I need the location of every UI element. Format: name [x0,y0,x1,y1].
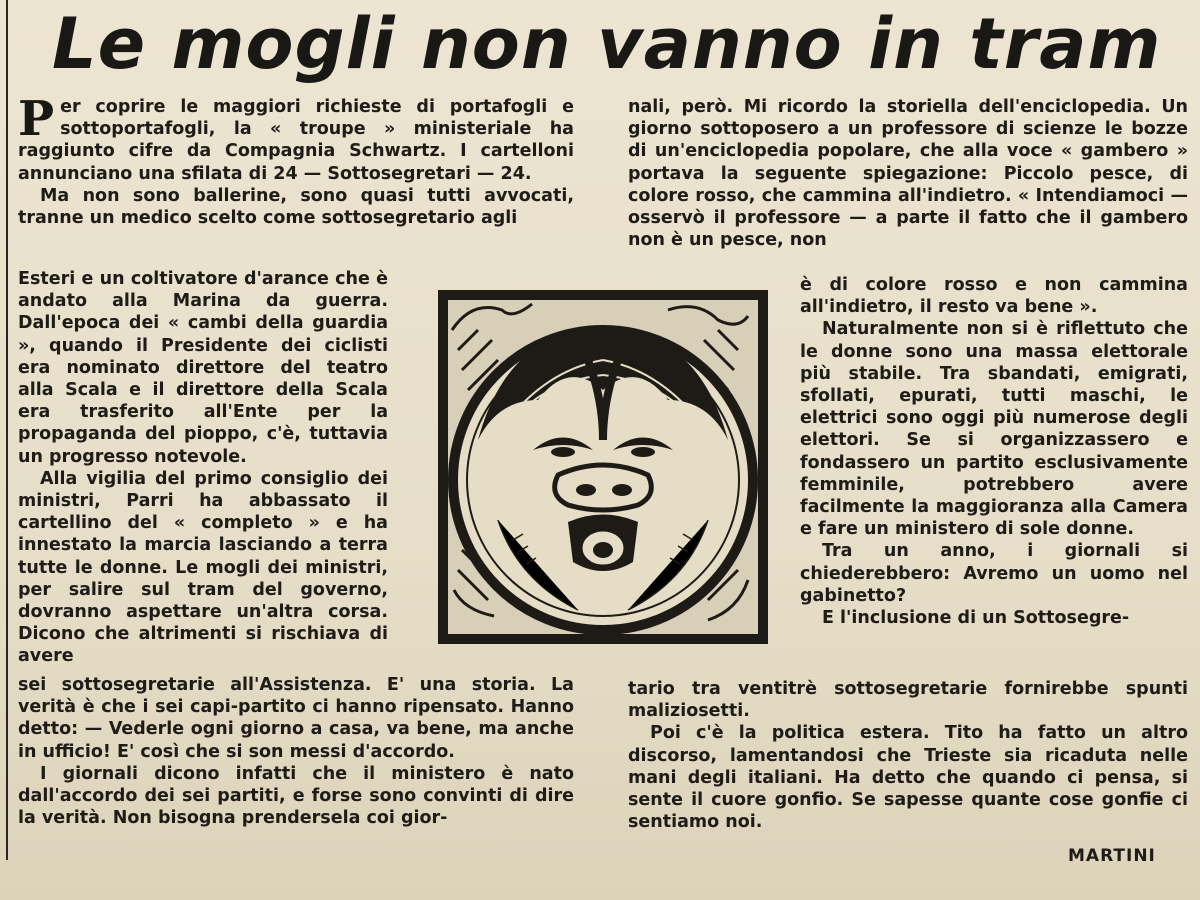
paragraph: Tra un anno, i giornali si chiederebbero: Avremo un uomo nel gabinetto? [800,541,1188,606]
paragraph: nali, però. Mi ricordo la storiella dell'enciclopedia. Un giorno sottoposero a un professore di scienze le bozze di un'enciclopedia popolare, che alla voce « gambero » portava la seguente spiegazione: Piccolo pesce, di colore rosso, che cammina all'indietro. « Intendiamoci — osservò il professore — a parte il fatto che il gambero non è un pesce, non [628,97,1188,251]
column-2-bottom [628,678,1188,833]
column-rule [6,0,8,860]
column-2-wrapped [800,274,1188,629]
drop-cap: P [18,91,55,147]
paragraph: è di colore rosso e non cammina all'indietro, il resto va bene ». [800,275,1188,318]
paragraph: tario tra ventitrè sottosegretarie fornirebbe spunti maliziosetti. [628,679,1188,722]
paragraph: Alla vigilia del primo consiglio dei ministri, Parri ha abbassato il cartellino del « completo » e ha innestato la marcia lasciando a terra tutte le donne. Le mogli dei ministri, per salire sul tram del governo, dovranno aspettare un'altra corsa. Dicono che altrimenti si rischiava di avere [18,468,388,667]
paragraph: Esteri e un coltivatore d'arance che è andato alla Marina da guerra. Dall'epoca dei « cambi della guardia », quando il Presidente dei ciclisti era nominato direttore del teatro alla Scala e il direttore della Scala era trasferito all'Ente per la propaganda del pioppo, c'è, tuttavia un progresso notevole. [18,269,388,467]
paragraph: sei sottosegretarie all'Assistenza. E' una storia. La verità è che i sei capi-partito ci hanno ripensato. Hanno detto: — Vederle ogni giorno a casa, va bene, ma anche in ufficio! E' così che si son messi d'accordo. [18,675,574,762]
paragraph: Poi c'è la politica estera. Tito ha fatto un altro discorso, lamentandosi che Trieste sia ricaduta nelle mani degli italiani. Ha detto che quando ci pensa, si sente il cuore gonfio. Se sapesse quante cose gonfie ci sentiamo noi. [628,723,1188,833]
column-1-bottom [18,674,574,829]
woodcut-face-caricature-icon [438,290,768,644]
column-1-wrapped [18,268,388,668]
paragraph: I giornali dicono infatti che il ministero è nato dall'accordo dei sei partiti, e forse sono convinti di dire la verità. Non bisogna prendersela coi gior- [18,763,574,829]
paragraph: E l'inclusione di un Sottosegre- [822,608,1130,629]
column-1-top [18,91,574,229]
column-2-top [628,96,1188,251]
paragraph: Ma non sono ballerine, sono quasi tutti avvocati, tranne un medico scelto come sottosegretario agli [18,185,574,229]
paragraph: Naturalmente non si è riflettuto che le donne sono una massa elettorale più stabile. Tra sbandati, emigrati, sfollati, epurati, tutti maschi, le elettrici sono oggi più numerose degli elettori. Se si organizzassero e fondassero un partito esclusivamente femminile, potrebbero avere facilmente la maggioranza alla Camera e fare un ministero di sole donne. [800,319,1188,540]
paragraph [18,91,574,185]
author-signature: MARTINI [1068,846,1156,866]
paragraph-text: er coprire le maggiori richieste di portafogli e sottoportafogli, la « troupe » ministeriale ha raggiunto cifre da Compagnia Schwartz. I cartelloni annunciano una sfilata di 24 — Sottosegretari — 24. [18,97,574,184]
headline: Le mogli non vanno in tram [52,3,1162,85]
